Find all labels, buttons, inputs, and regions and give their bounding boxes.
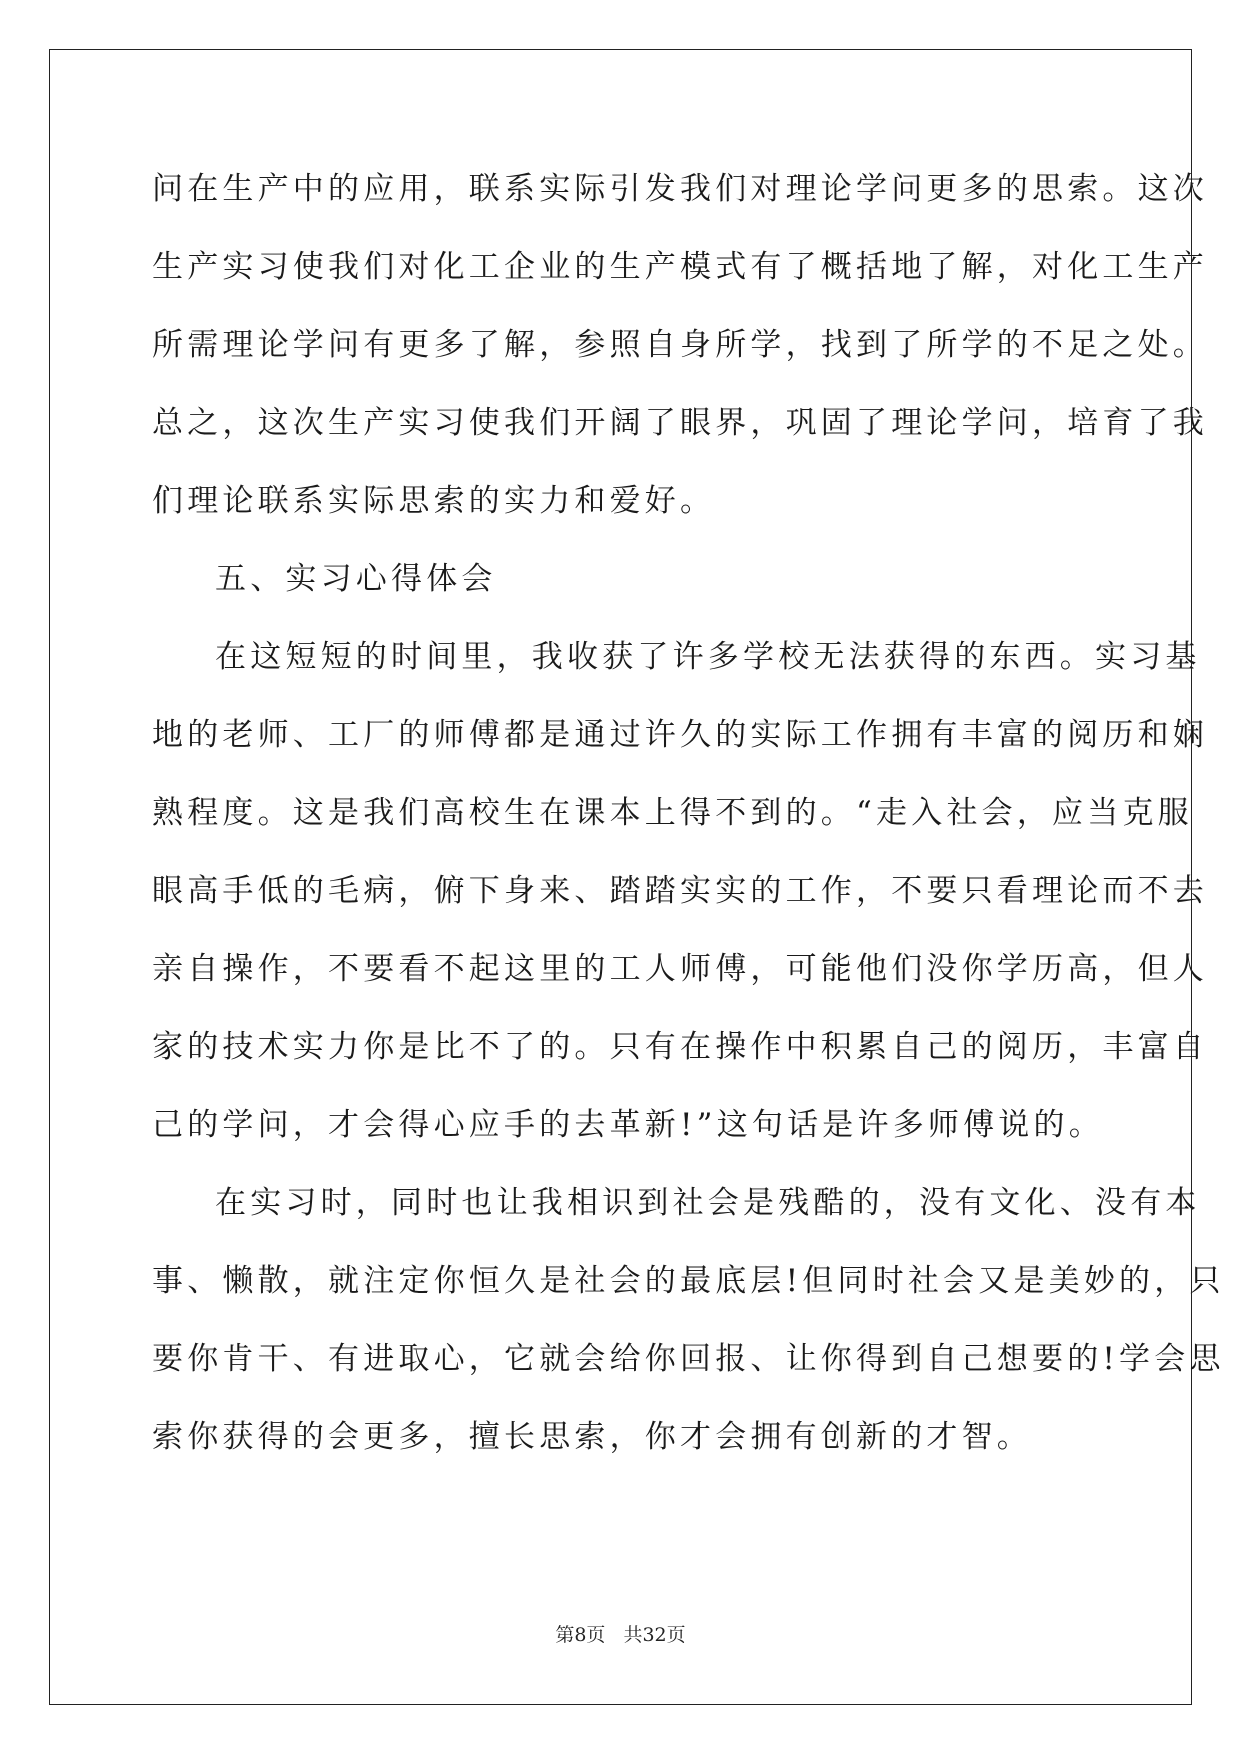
page-number: 第8页 — [555, 1624, 606, 1646]
paragraph-line: 眼高手低的毛病，俯下身来、踏踏实实的工作，不要只看理论而不去 — [152, 873, 1208, 909]
paragraph-line: 在这短短的时间里，我收获了许多学校无法获得的东西。实习基 — [215, 639, 1201, 675]
paragraph-line: 地的老师、工厂的师傅都是通过许久的实际工作拥有丰富的阅历和娴 — [152, 717, 1208, 753]
paragraph-line: 总之，这次生产实习使我们开阔了眼界，巩固了理论学问，培育了我 — [152, 405, 1208, 441]
paragraph-line: 亲自操作，不要看不起这里的工人师傅，可能他们没你学历高，但人 — [152, 951, 1208, 987]
page-total: 共32页 — [623, 1624, 686, 1646]
paragraph-line: 要你肯干、有进取心，它就会给你回报、让你得到自己想要的!学会思 — [152, 1341, 1225, 1377]
page-footer — [0, 1620, 1241, 1647]
paragraph-line: 索你获得的会更多，擅长思索，你才会拥有创新的才智。 — [152, 1419, 1032, 1455]
paragraph-line: 熟程度。这是我们高校生在课本上得不到的。“走入社会，应当克服 — [152, 795, 1193, 831]
paragraph-line: 们理论联系实际思索的实力和爱好。 — [152, 483, 716, 519]
paragraph-line: 生产实习使我们对化工企业的生产模式有了概括地了解，对化工生产 — [152, 249, 1208, 285]
section-heading: 五、实习心得体会 — [215, 561, 497, 597]
paragraph-line: 家的技术实力你是比不了的。只有在操作中积累自己的阅历，丰富自 — [152, 1029, 1208, 1065]
paragraph-line: 在实习时，同时也让我相识到社会是残酷的，没有文化、没有本 — [215, 1185, 1201, 1221]
paragraph-line: 所需理论学问有更多了解，参照自身所学，找到了所学的不足之处。 — [152, 327, 1208, 363]
paragraph-line: 事、懒散，就注定你恒久是社会的最底层!但同时社会又是美妙的，只 — [152, 1263, 1225, 1299]
document-body — [152, 165, 1225, 1491]
paragraph-line: 己的学问，才会得心应手的去革新!”这句话是许多师傅说的。 — [152, 1107, 1104, 1143]
paragraph-line: 问在生产中的应用，联系实际引发我们对理论学问更多的思索。这次 — [152, 171, 1208, 207]
